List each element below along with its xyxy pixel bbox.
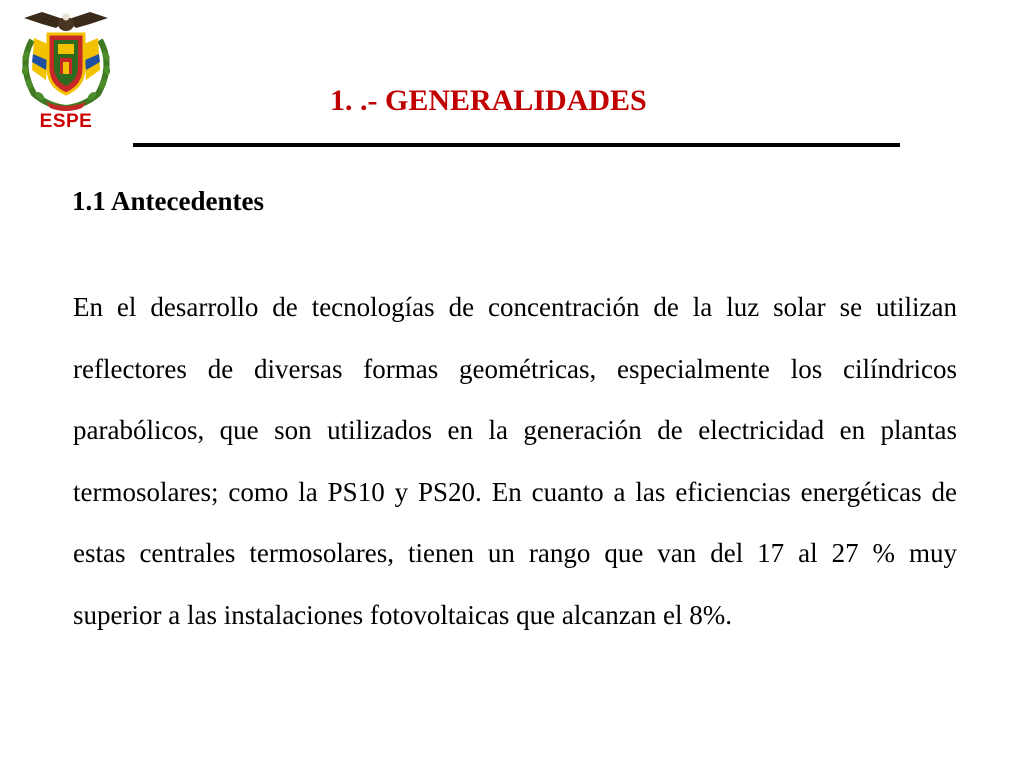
espe-logo [10,10,122,134]
section-heading: 1.1 Antecedentes [72,186,264,216]
coat-of-arms-icon [12,10,120,112]
slide-title: 1. .- GENERALIDADES [330,84,647,117]
logo-text: ESPE [39,111,93,132]
body-paragraph: En el desarrollo de tecnologías de concentración de la luz solar se utilizan reflectores de diversas formas geométricas, especialmente los cilíndricos parabólicos, que son utilizados en la generación de electricidad en plantas termosolares; como la PS10 y PS20. En cuanto a las eficiencias energéticas de estas centrales termosolares, tienen un rango que van del 17 al 27 % muy superior a las instalaciones fotovoltaicas que alcanzan el 8%. [73,292,957,630]
title-divider [133,143,900,147]
